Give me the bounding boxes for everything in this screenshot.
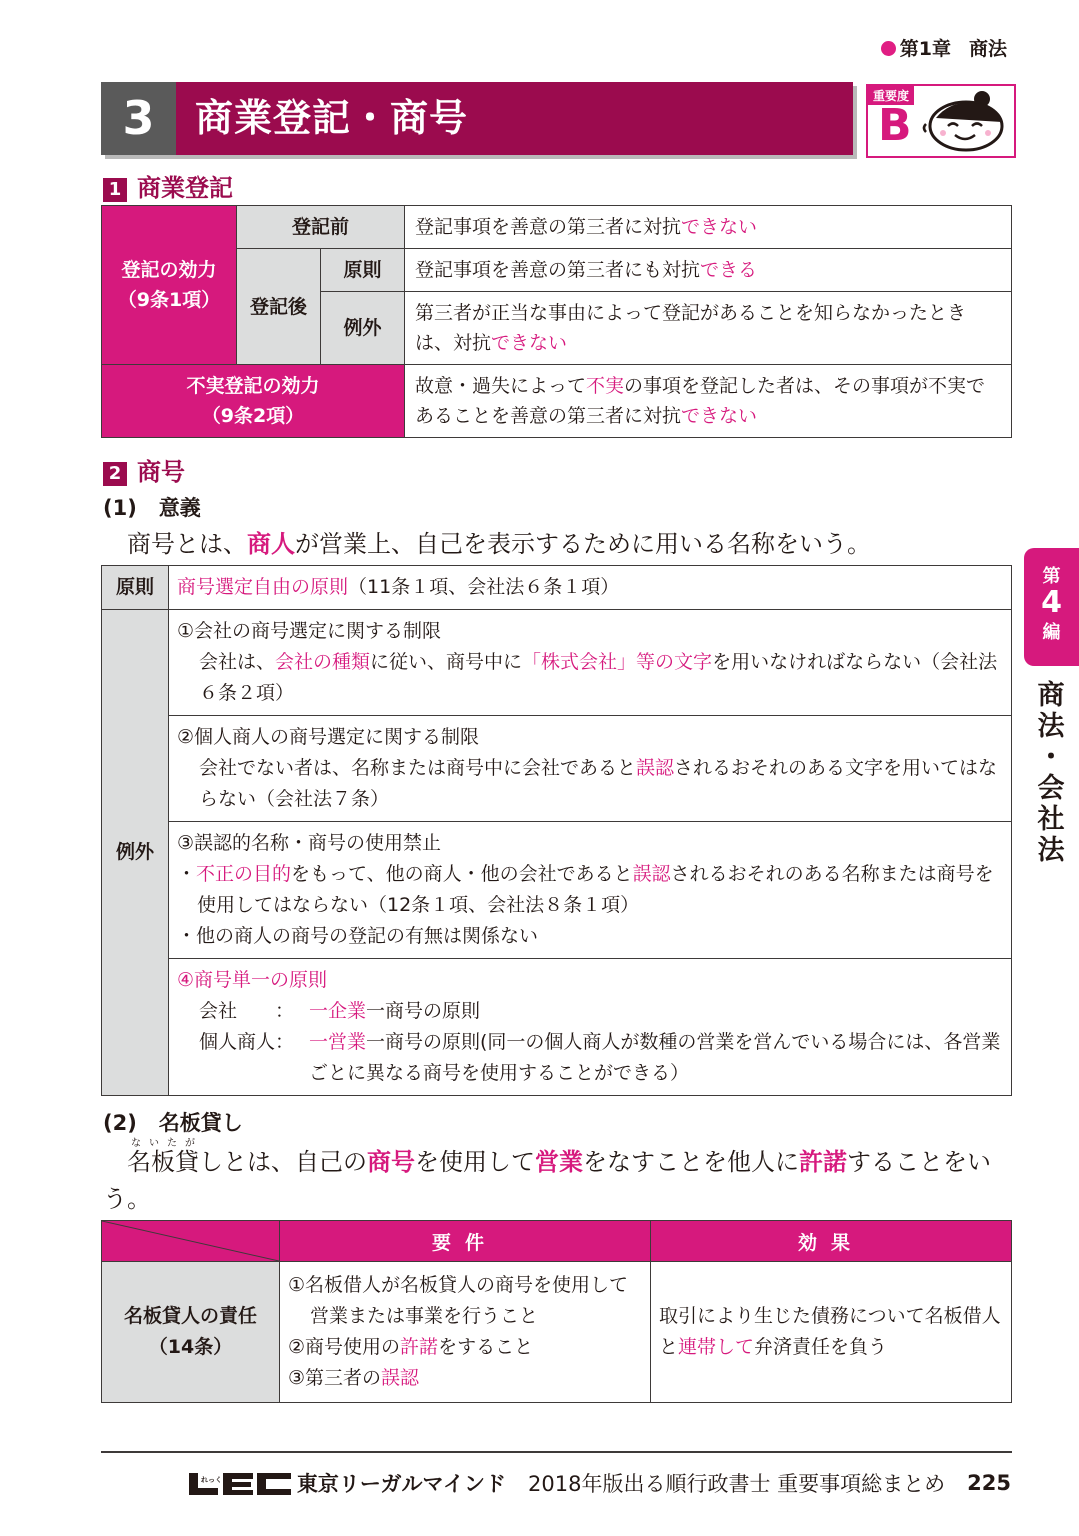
- section-title-1: 商業登記: [137, 174, 233, 202]
- corner-cell: [102, 1221, 280, 1262]
- subheading-meaning: (1) 意義: [103, 496, 201, 520]
- side-title-char: 商: [1037, 680, 1065, 711]
- section-heading-1: [103, 168, 233, 203]
- exception-label: 例外: [321, 292, 405, 365]
- lec-logo: [187, 1469, 293, 1497]
- importance-label: 重要度: [868, 86, 914, 105]
- chapter-header: [881, 34, 1007, 61]
- false-registration-text: 故意・過失によって不実の事項を登記した者は、その事項が不実であることを善意の第三者に対抗できない: [405, 365, 1012, 438]
- section-title-2: 商号: [137, 458, 185, 486]
- chapter-label: 第1章: [899, 38, 951, 60]
- exception-item-2: ②個人商人の商号選定に関する制限 会社でない者は、名称または商号中に会社であると誤認されるおそれのある文字を用いてはならない（会社法７条）: [169, 716, 1012, 822]
- page-number: 225: [967, 1471, 1011, 1495]
- trade-name-definition: 商号とは、商人が営業上、自己を表示するために用いる名称をいう。: [127, 530, 871, 558]
- effect-text: 取引により生じた債務について名板借人と連帯して弁済責任を負う: [651, 1262, 1012, 1403]
- side-title-char: 会: [1037, 773, 1065, 804]
- principle-text: 商号選定自由の原則（11条１項、会社法６条１項）: [169, 566, 1012, 610]
- importance-badge: [866, 84, 1016, 158]
- side-title-char: 社: [1037, 804, 1065, 835]
- footer-rule: [101, 1451, 1012, 1453]
- exception-item-1: ①会社の商号選定に関する制限 会社は、会社の種類に従い、商号中に「株式会社」等の文字を用いなければならない（会社法６条２項）: [169, 610, 1012, 716]
- part-title-vertical: [1031, 680, 1071, 866]
- smiley-face-icon: [922, 88, 1012, 152]
- section-num-2: 2: [103, 462, 127, 486]
- requirements-text: ①名板借人が名板貸人の商号を使用して営業または事業を行うこと ②商号使用の許諾をすること ③第三者の誤認: [280, 1262, 651, 1403]
- publisher-name: 東京リーガルマインド: [296, 1472, 507, 1496]
- trade-name-table: [101, 565, 1012, 1096]
- exception-label: 例外: [102, 610, 169, 1096]
- name-lender-liability-label: 名板貸人の責任 （14条）: [102, 1262, 280, 1403]
- side-title-char: 法: [1037, 711, 1065, 742]
- footer: [187, 1468, 1011, 1498]
- name-lending-table: [101, 1220, 1012, 1403]
- principle-label: 原則: [102, 566, 169, 610]
- diagonal-line: [102, 1221, 279, 1261]
- book-title: 2018年版出る順行政書士 重要事項総まとめ: [528, 1472, 946, 1496]
- false-registration-label: 不実登記の効力 （9条2項）: [102, 365, 405, 438]
- bullet-dot-icon: [881, 41, 896, 56]
- section-title-bar: [101, 82, 853, 155]
- section-title: 商業登記・商号: [195, 96, 469, 140]
- principle-label: 原則: [321, 249, 405, 292]
- registration-effect-label: 登記の効力 （9条1項）: [102, 206, 237, 365]
- importance-grade: B: [878, 100, 912, 151]
- before-registration-text: 登記事項を善意の第三者に対抗できない: [405, 206, 1012, 249]
- before-registration-label: 登記前: [237, 206, 405, 249]
- exception-text: 第三者が正当な事由によって登記があることを知らなかったときは、対抗できない: [405, 292, 1012, 365]
- requirements-header: 要件: [280, 1221, 651, 1262]
- side-title-char: 法: [1037, 835, 1065, 866]
- exception-item-4: ④商号単一の原則 会社 ： 一企業一商号の原則 個人商人： 一営業一商号の原則(同一の個人商人が数種の営業を営んでいる場合には、各営業ごとに異なる商号を使用することができる）: [169, 959, 1012, 1096]
- exception-item-3: ③誤認的名称・商号の使用禁止 ・不正の目的をもって、他の商人・他の会社であると誤認されるおそれのある名称または商号を使用してはならない（12条１項、会社法８条１項） ・他の商人の商号の登記の有無は関係ない: [169, 822, 1012, 959]
- chapter-subject: 商法: [968, 38, 1007, 60]
- after-registration-label: 登記後: [237, 249, 321, 365]
- principle-text: 登記事項を善意の第三者にも対抗できる: [405, 249, 1012, 292]
- commercial-registration-table: [101, 205, 1012, 438]
- name-lending-ruby: 名板貸ないたが: [127, 1138, 199, 1176]
- svg-text:れっく: れっく: [200, 1476, 222, 1484]
- side-title-char: ・: [1037, 742, 1065, 773]
- part-index-tab[interactable]: 第 4 編: [1024, 548, 1079, 666]
- subheading-name-lending: (2) 名板貸し: [103, 1111, 243, 1135]
- name-lending-definition: 名板貸ないたがしとは、自己の商号を使用して営業をなすことを他人に許諾することをいう。: [103, 1138, 991, 1213]
- section-heading-2: [103, 452, 185, 487]
- effect-header: 効果: [651, 1221, 1012, 1262]
- section-number: 3: [101, 82, 176, 155]
- section-num-1: 1: [103, 178, 127, 202]
